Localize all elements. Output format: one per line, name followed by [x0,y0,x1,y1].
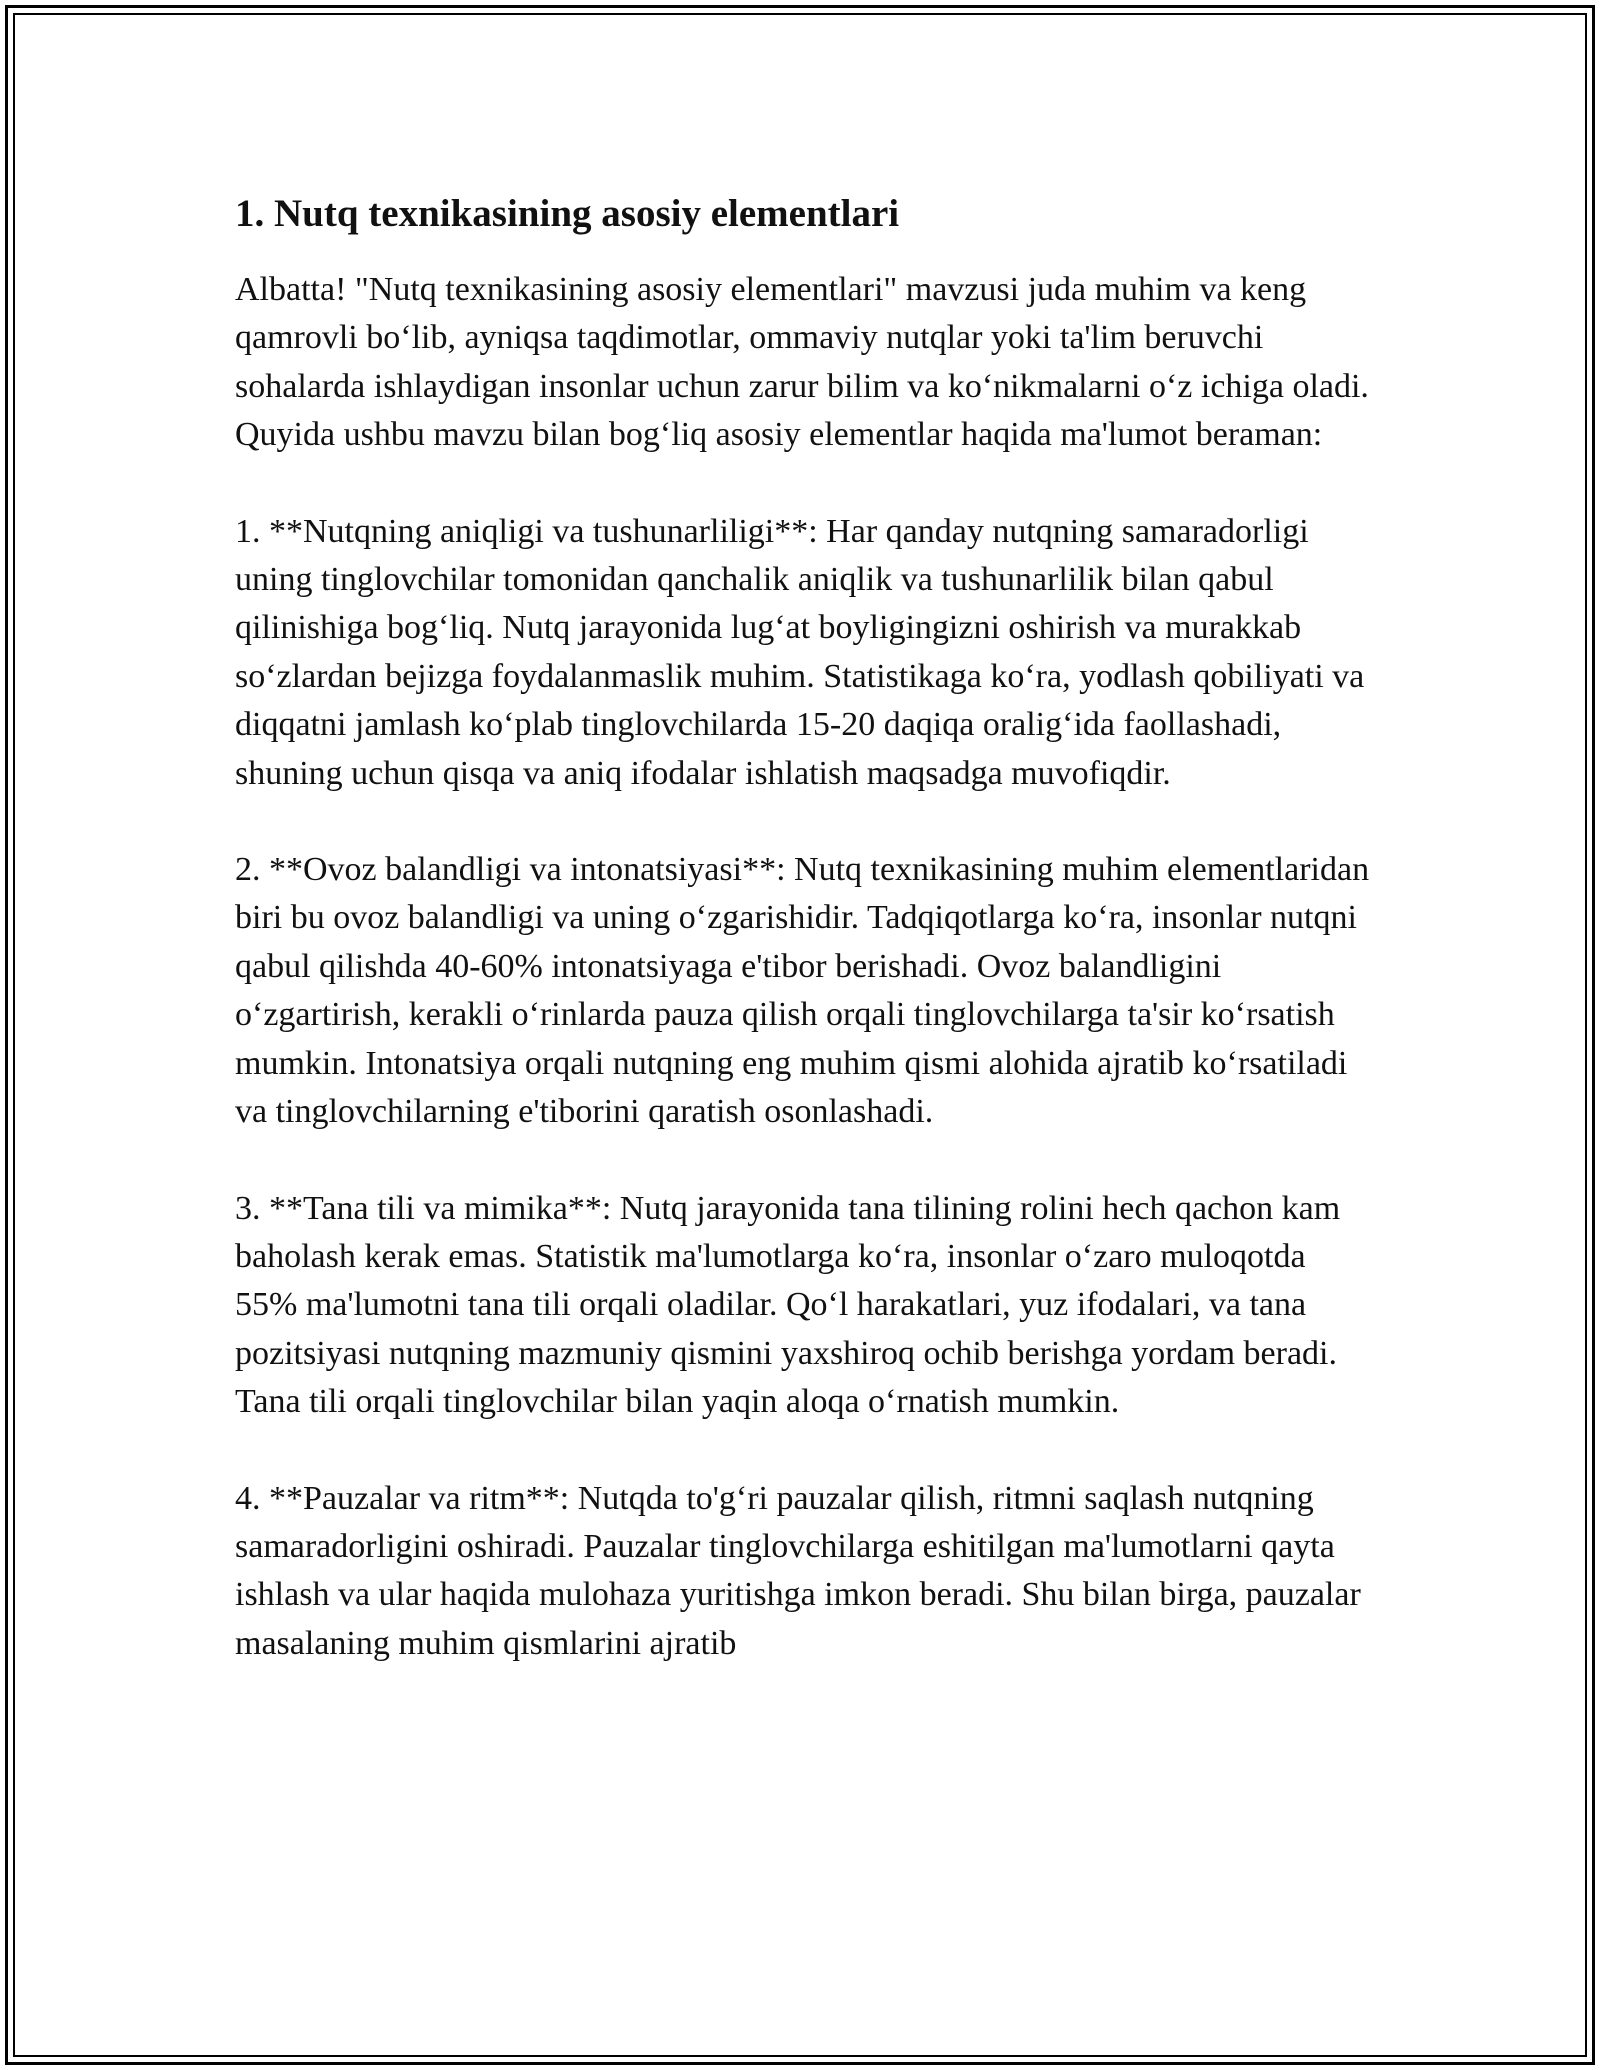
list-item-voice-intonation: 2. **Ovoz balandligi va intonatsiyasi**: Nutq texnikasining muhim elementlaridan biri bu ovoz balandligi va uning o‘zgarishidir. Tadqiqotlarga ko‘ra, insonlar nutqni qabul qilishda 40-60% intonatsiyaga e'tibor berishadi. Ovoz balandligini o‘zgartirish, kerakli o‘rinlarda pauza qilish orqali tinglovchilarga ta'sir ko‘rsatish mumkin. Intonatsiya orqali nutqning eng muhim qismi alohida ajratib ko‘rsatiladi va tinglovchilarning e'tiborini qaratish osonlashadi. [235,851,1370,1131]
section-heading: 1. Nutq texnikasining asosiy elementlari [235,192,900,235]
list-item-pauses-rhythm: 4. **Pauzalar va ritm**: Nutqda to'g‘ri pauzalar qilish, ritmni saqlash nutqning samaradorligini oshiradi. Pauzalar tinglovchilarga eshitilgan ma'lumotlarni qayta ishlash va ular haqida mulohaza yuritishga imkon beradi. Shu bilan birga, pauzalar masalaning muhim qismlarini ajratib [235,1479,1361,1662]
document-body [235,186,1375,1716]
list-item-body-language: 3. **Tana tili va mimika**: Nutq jarayonida tana tilining rolini hech qachon kam baholash kerak emas. Statistik ma'lumotlarga ko‘ra, insonlar o‘zaro muloqotda 55% ma'lumotni tana tili orqali oladilar. Qo‘l harakatlari, yuz ifodalari, va tana pozitsiyasi nutqning mazmuniy qismini yaxshiroq ochib berishga yordam beradi. Tana tili orqali tinglovchilar bilan yaqin aloqa o‘rnatish mumkin. [235,1189,1341,1421]
intro-paragraph: Albatta! "Nutq texnikasining asosiy elementlari" mavzusi juda muhim va keng qamrovli bo‘lib, ayniqsa taqdimotlar, ommaviy nutqlar yoki ta'lim beruvchi sohalarda ishlaydigan insonlar uchun zarur bilim va ko‘nikmalarni o‘z ichiga oladi. Quyida ushbu mavzu bilan bog‘liq asosiy elementlar haqida ma'lumot beraman: [235,271,1369,454]
list-item-clarity: 1. **Nutqning aniqligi va tushunarliligi**: Har qanday nutqning samaradorligi uning tinglovchilar tomonidan qanchalik aniqlik va tushunarlilik bilan qabul qilinishiga bog‘liq. Nutq jarayonida lug‘at boyligingizni oshirish va murakkab so‘zlardan bejizga foydalanmaslik muhim. Statistikaga ko‘ra, yodlash qobiliyati va diqqatni jamlash ko‘plab tinglovchilarda 15-20 daqiqa oralig‘ida faollashadi, shuning uchun qisqa va aniq ifodalar ishlatish maqsadga muvofiqdir. [235,512,1365,792]
